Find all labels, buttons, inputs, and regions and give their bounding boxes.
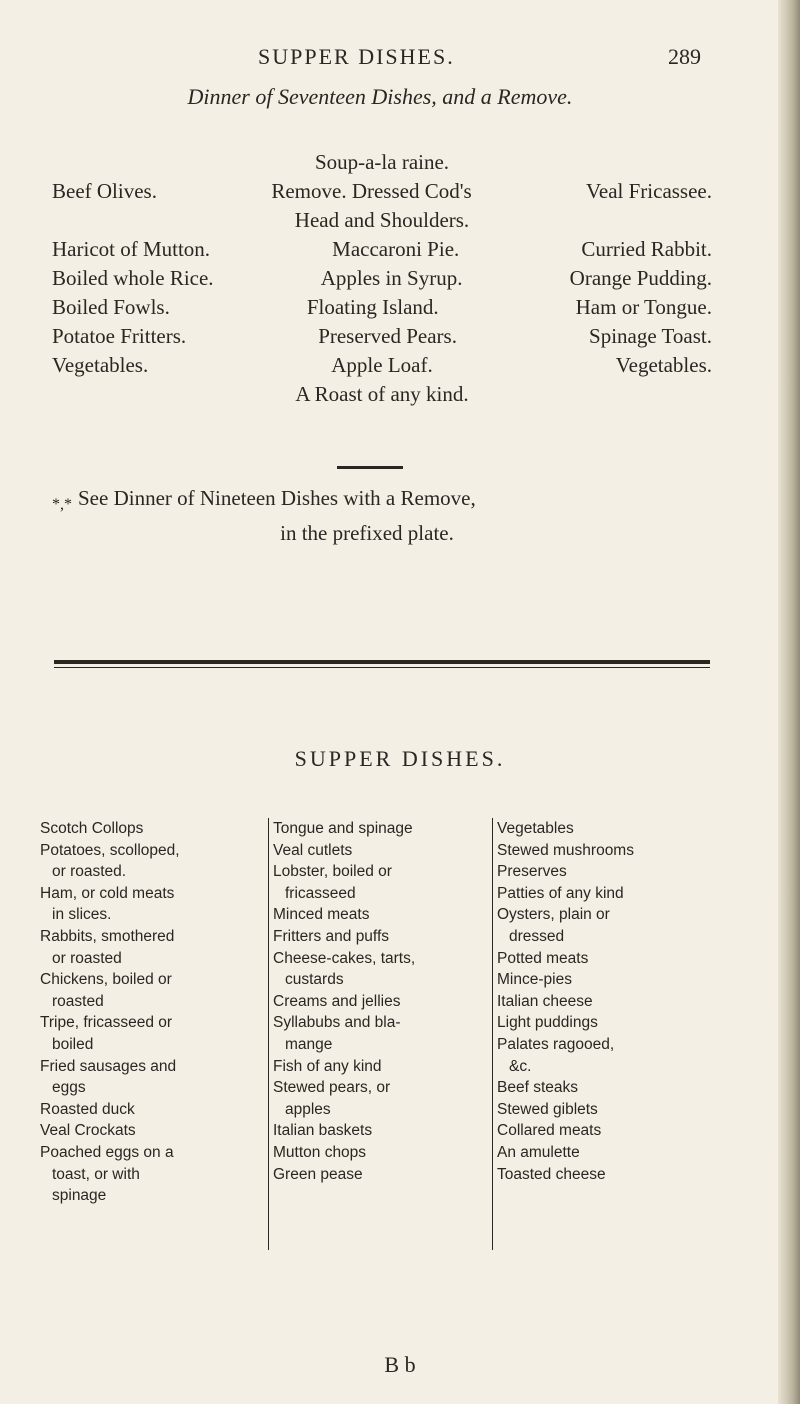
- menu-dish: Orange Pudding.: [569, 266, 712, 290]
- supper-dish-line: Fried sausages and: [40, 1057, 177, 1075]
- supper-dish-continuation: spinage: [52, 1187, 107, 1205]
- supper-dish-line: Preserves: [497, 863, 567, 881]
- supper-dish-line: Mutton chops: [273, 1143, 367, 1161]
- supper-dish: [273, 1077, 488, 1120]
- supper-dish: [273, 926, 488, 948]
- supper-dish: [273, 818, 488, 840]
- asterism: *,*: [52, 496, 72, 513]
- supper-dish-line: Stewed giblets: [497, 1100, 598, 1118]
- supper-dish: [273, 1120, 488, 1142]
- supper-dish: [273, 1142, 488, 1164]
- menu-dish: Veal Fricassee.: [586, 179, 712, 203]
- supper-dish-line: Vegetables: [497, 820, 574, 837]
- menu-dish: Remove. Dressed Cod's: [271, 179, 472, 203]
- supper-dish-line: Patties of any kind: [497, 884, 624, 902]
- supper-dish: [273, 840, 488, 862]
- supper-dish-line: Poached eggs on a: [40, 1143, 174, 1161]
- supper-dish: [40, 969, 265, 1012]
- supper-dish: [497, 991, 727, 1013]
- supper-dish-continuation: toast, or with: [52, 1165, 140, 1183]
- menu-row: [52, 322, 712, 351]
- supper-dish-line: Roasted duck: [40, 1100, 135, 1118]
- supper-dish: [273, 904, 488, 926]
- supper-dish: [497, 969, 727, 991]
- supper-dish: [497, 1120, 727, 1142]
- supper-dish: [40, 1142, 265, 1207]
- menu-dish: Floating Island.: [306, 295, 439, 319]
- supper-dish: [273, 1056, 488, 1078]
- menu-dish: Boiled Fowls.: [52, 295, 170, 319]
- supper-dish-line: Toasted cheese: [497, 1165, 606, 1183]
- supper-dish-line: Syllabubs and bla-: [273, 1014, 401, 1032]
- supper-dish-line: Tongue and spinage: [273, 820, 413, 837]
- running-head-title: SUPPER DISHES.: [258, 44, 455, 69]
- supper-dish-line: Palates ragooed,: [497, 1035, 615, 1053]
- menu-row: [52, 293, 712, 322]
- note-line-1: See Dinner of Nineteen Dishes with a Remove,: [78, 486, 476, 510]
- supper-dish: [273, 861, 488, 904]
- supper-dish-line: Minced meats: [273, 906, 370, 924]
- menu-dish: Apples in Syrup.: [320, 266, 463, 290]
- supper-dish-line: Cheese-cakes, tarts,: [273, 949, 416, 967]
- menu-line-head: Head and Shoulders.: [294, 208, 470, 232]
- signature-mark: B b: [384, 1352, 416, 1377]
- supper-dish-line: Potted meats: [497, 949, 589, 967]
- supper-dish-line: Scotch Collops: [40, 820, 144, 837]
- supper-dish-line: Lobster, boiled or: [273, 863, 392, 881]
- supper-dish-continuation: or roasted.: [52, 863, 127, 881]
- supper-dish-line: Creams and jellies: [273, 992, 401, 1010]
- supper-dish-line: Stewed pears, or: [273, 1079, 391, 1097]
- supper-dish-continuation: &c.: [509, 1057, 532, 1075]
- supper-dish: [40, 1120, 265, 1142]
- menu-dish: Ham or Tongue.: [575, 295, 712, 319]
- menu-row: [52, 235, 712, 264]
- dinner-menu: [52, 148, 712, 409]
- short-rule: [337, 466, 403, 469]
- supper-dish-line: Veal Crockats: [40, 1122, 136, 1140]
- supper-dish-line: Oysters, plain or: [497, 906, 610, 924]
- supper-dish: [497, 1164, 727, 1186]
- supper-dish: [40, 1012, 265, 1055]
- menu-dish: Preserved Pears.: [318, 324, 457, 348]
- supper-dish-continuation: apples: [285, 1100, 331, 1118]
- menu-dish: Apple Loaf.: [331, 353, 433, 377]
- supper-dish: [497, 840, 727, 862]
- supper-dish-continuation: roasted: [52, 992, 104, 1010]
- note-line-2: in the prefixed plate.: [280, 521, 454, 545]
- supper-dish: [497, 818, 727, 840]
- supper-dish-continuation: fricasseed: [285, 884, 356, 902]
- supper-dish-line: Rabbits, smothered: [40, 927, 175, 945]
- supper-dish: [497, 948, 727, 970]
- supper-dish-line: Potatoes, scolloped,: [40, 841, 180, 859]
- supper-dish: [497, 883, 727, 905]
- menu-dish: Spinage Toast.: [589, 324, 712, 348]
- supper-dish-line: Chickens, boiled or: [40, 971, 172, 989]
- running-head: [0, 44, 800, 84]
- supper-dish: [273, 1164, 488, 1186]
- supper-dish-line: Stewed mushrooms: [497, 841, 634, 859]
- supper-dish: [273, 991, 488, 1013]
- rule-thin: [54, 667, 710, 668]
- supper-section-title: SUPPER DISHES.: [294, 746, 506, 771]
- supper-dish-line: Fritters and puffs: [273, 927, 390, 945]
- supper-dish: [40, 1099, 265, 1121]
- supper-dish-continuation: custards: [285, 971, 344, 989]
- menu-row: [52, 351, 712, 380]
- menu-row: [52, 264, 712, 293]
- supper-dish-line: Tripe, fricasseed or: [40, 1014, 173, 1032]
- supper-dish: [273, 1012, 488, 1055]
- supper-dish-line: Italian baskets: [273, 1122, 373, 1140]
- supper-dish-line: Fish of any kind: [273, 1057, 382, 1075]
- supper-dish: [273, 948, 488, 991]
- supper-dish-line: Light puddings: [497, 1014, 598, 1032]
- supper-dish: [497, 1142, 727, 1164]
- supper-dish: [497, 1034, 727, 1077]
- supper-dish-line: Italian cheese: [497, 992, 593, 1010]
- menu-dish: Haricot of Mutton.: [52, 237, 211, 261]
- supper-dish-line: Veal cutlets: [273, 841, 353, 859]
- supper-column-2: [273, 818, 488, 1185]
- supper-dish: [497, 861, 727, 883]
- supper-dish-continuation: boiled: [52, 1035, 94, 1053]
- supper-column-1: [40, 818, 265, 1207]
- supper-dish-continuation: or roasted: [52, 949, 122, 967]
- menu-dish: Boiled whole Rice.: [52, 266, 214, 290]
- supper-dish-continuation: eggs: [52, 1079, 86, 1097]
- supper-dish-line: Collared meats: [497, 1122, 602, 1140]
- rule-thick: [54, 660, 710, 664]
- supper-dish-line: Beef steaks: [497, 1079, 578, 1097]
- supper-dish: [40, 818, 265, 840]
- supper-dish: [497, 904, 727, 947]
- menu-line-roast: A Roast of any kind.: [295, 382, 469, 406]
- supper-dish-line: Green pease: [273, 1165, 363, 1183]
- supper-dish: [40, 1056, 265, 1099]
- menu-dish: Potatoe Fritters.: [52, 324, 187, 348]
- double-rule: [54, 660, 710, 668]
- cross-reference-note: [52, 484, 712, 547]
- column-divider: [268, 818, 269, 1250]
- column-divider: [492, 818, 493, 1250]
- menu-dish: Vegetables.: [615, 353, 712, 377]
- supper-dish: [40, 883, 265, 926]
- supper-dish-line: An amulette: [497, 1143, 580, 1161]
- supper-dish: [40, 926, 265, 969]
- supper-dish-line: Ham, or cold meats: [40, 884, 175, 902]
- menu-dish: Maccaroni Pie.: [332, 237, 460, 261]
- menu-dish: Curried Rabbit.: [581, 237, 712, 261]
- supper-dish-line: Mince-pies: [497, 971, 572, 989]
- menu-line-soup: Soup-a-la raine.: [314, 150, 450, 174]
- supper-dish: [497, 1077, 727, 1099]
- supper-dish-continuation: mange: [285, 1035, 333, 1053]
- supper-column-3: [497, 818, 727, 1185]
- menu-row-remove: [52, 177, 712, 206]
- supper-dish-continuation: dressed: [509, 927, 565, 945]
- dinner-heading: Dinner of Seventeen Dishes, and a Remove.: [187, 84, 573, 109]
- supper-dish: [497, 1099, 727, 1121]
- page-number: 289: [668, 44, 701, 69]
- supper-dish-continuation: in slices.: [52, 906, 112, 924]
- menu-dish: Beef Olives.: [52, 179, 157, 203]
- menu-dish: Vegetables.: [52, 353, 149, 377]
- supper-dish: [497, 1012, 727, 1034]
- page-binding-edge: [778, 0, 800, 1404]
- supper-dish: [40, 840, 265, 883]
